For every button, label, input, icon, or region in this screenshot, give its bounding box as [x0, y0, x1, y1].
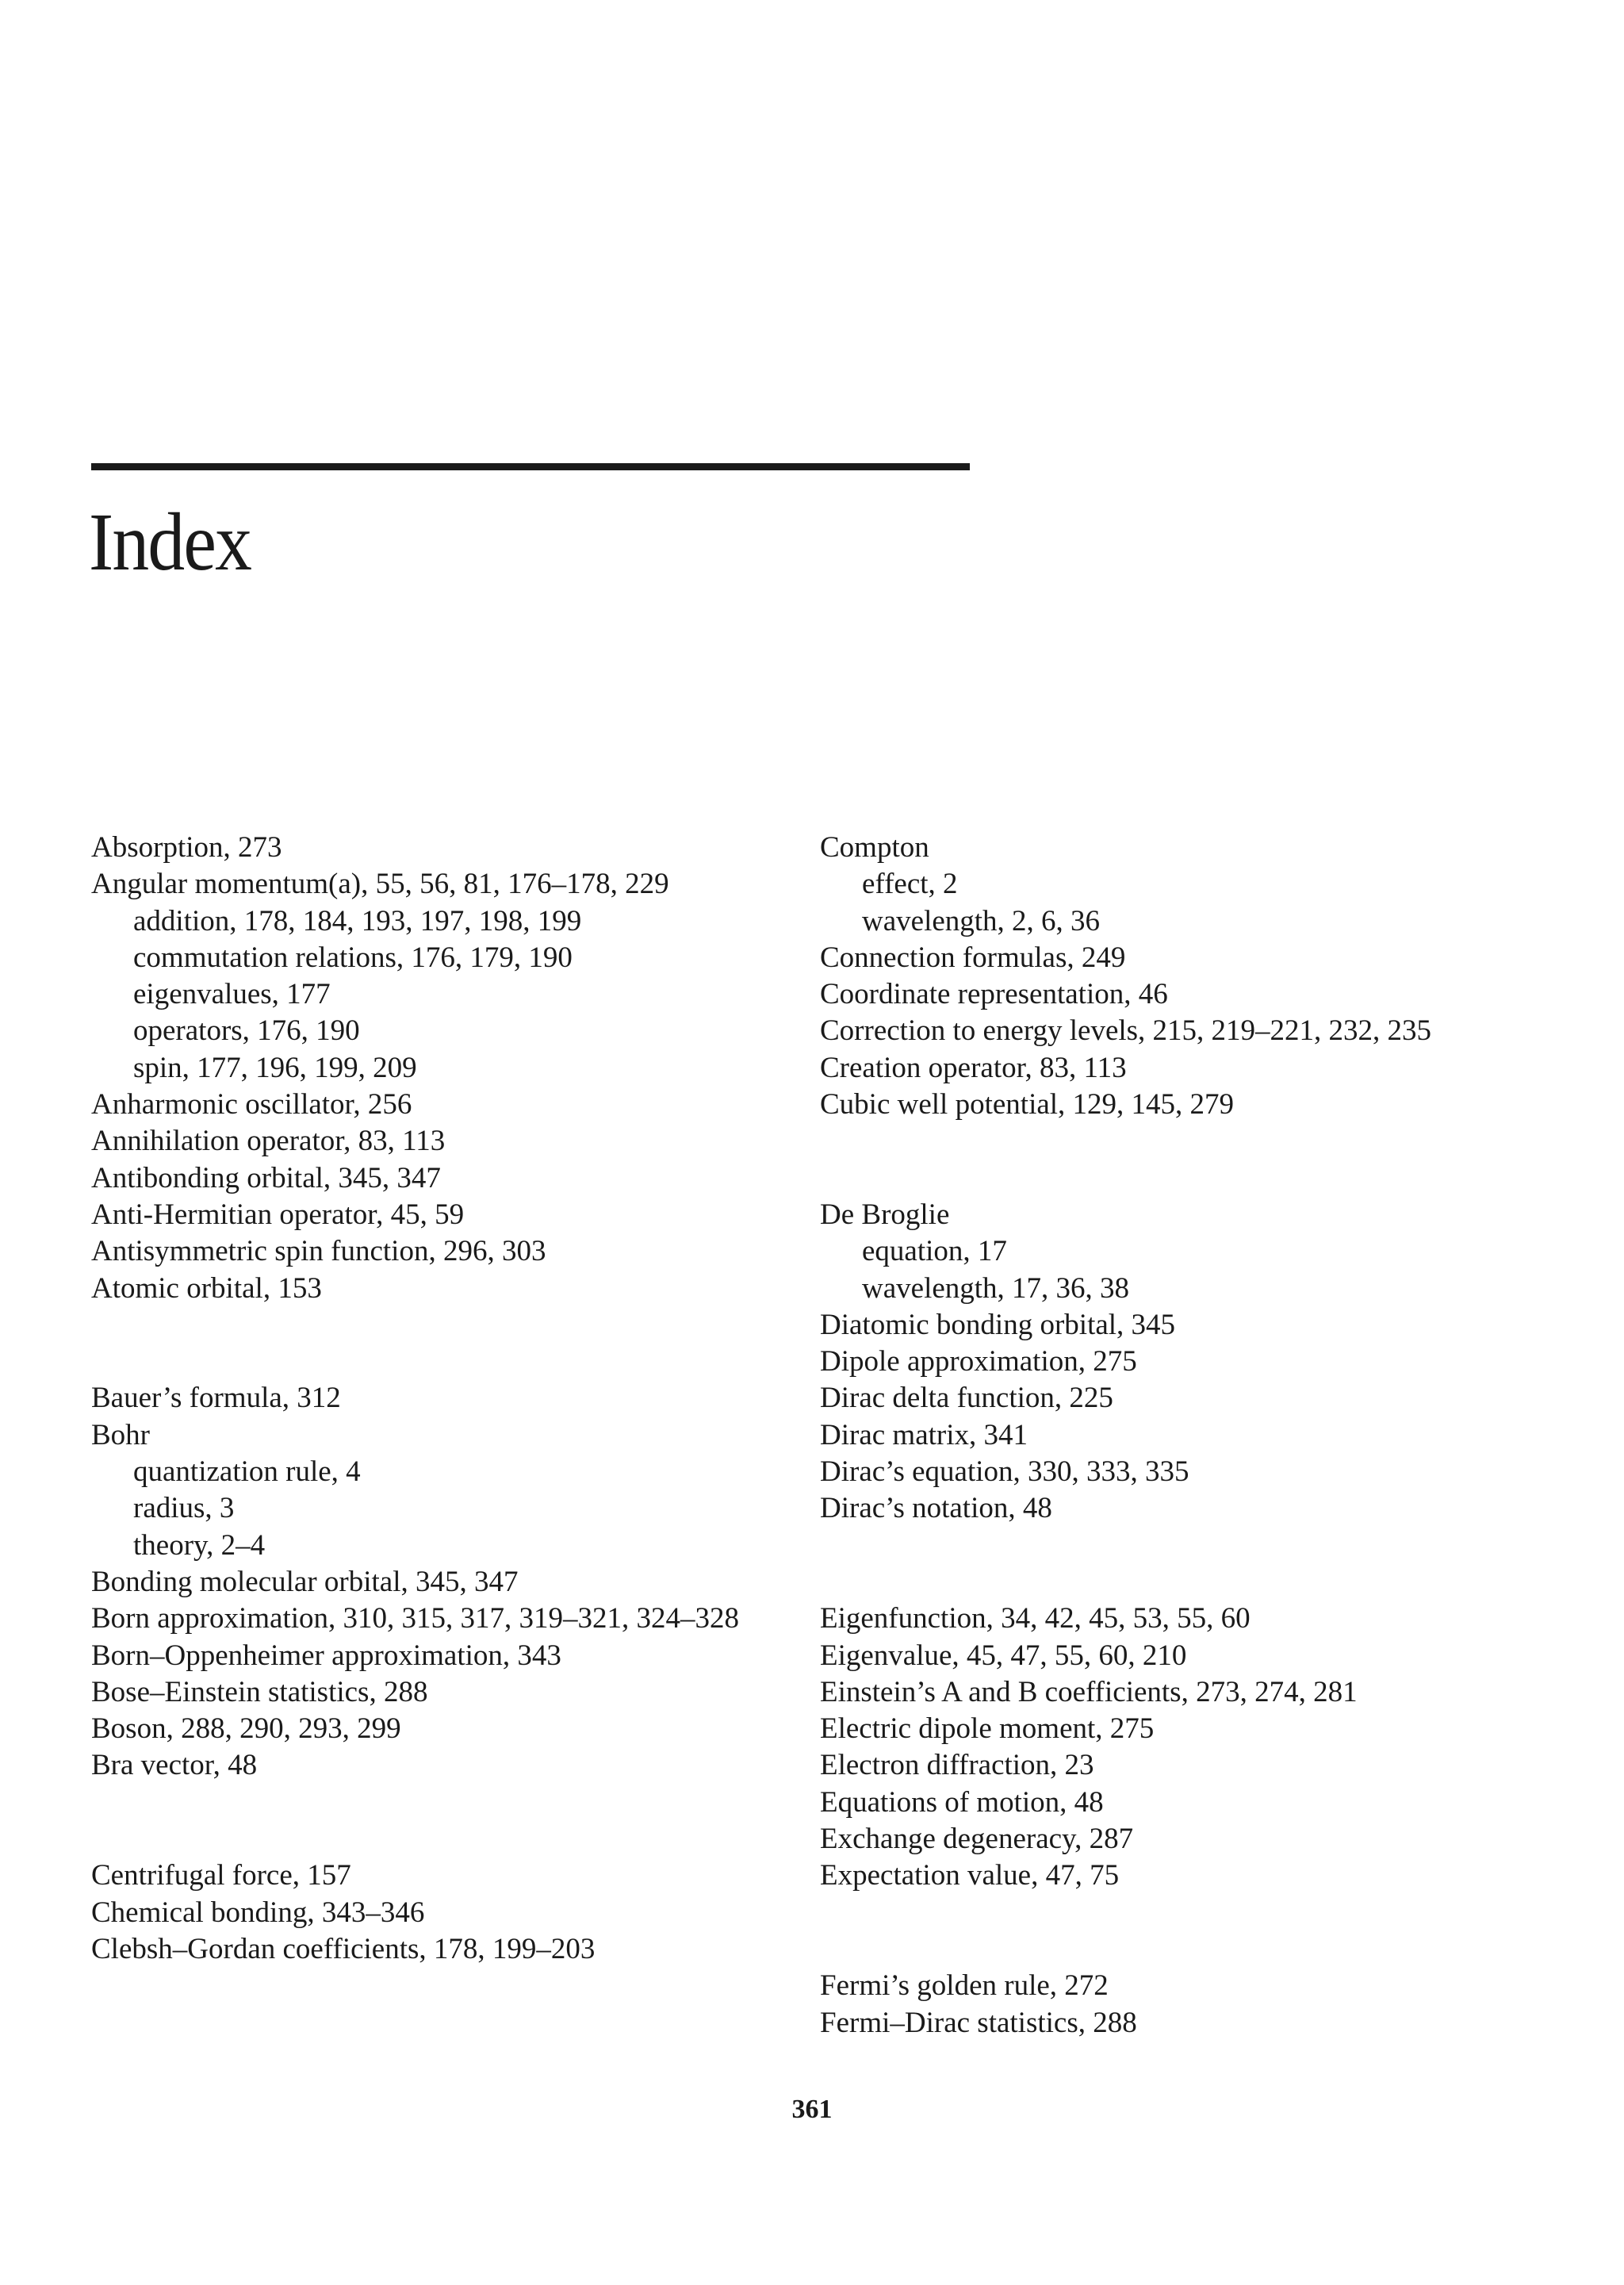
index-entry: Dirac delta function, 225 [820, 1382, 1113, 1415]
index-entry: Centrifugal force, 157 [91, 1859, 351, 1892]
index-entry: Equations of motion, 48 [820, 1785, 1104, 1819]
index-entry: Antibonding orbital, 345, 347 [91, 1161, 441, 1194]
letter-group-gap [820, 1931, 1534, 1968]
index-subentry: addition, 178, 184, 193, 197, 198, 199 [133, 904, 582, 937]
index-entry: Eigenvalue, 45, 47, 55, 60, 210 [820, 1639, 1187, 1672]
index-entry: Einstein’s A and B coefficients, 273, 274, 281 [820, 1675, 1358, 1708]
index-entry: Dirac’s equation, 330, 333, 335 [820, 1455, 1189, 1489]
index-entry: Dirac’s notation, 48 [820, 1492, 1052, 1525]
index-subentry: commutation relations, 176, 179, 190 [133, 941, 573, 974]
index-letter-group [820, 1968, 1534, 2042]
index-letter-group [820, 1197, 1534, 1528]
index-entry: Cubic well potential, 129, 145, 279 [820, 1088, 1235, 1121]
index-entry: Connection formulas, 249 [820, 941, 1126, 974]
page-number: 361 [791, 2095, 833, 2124]
index-entry: Expectation value, 47, 75 [820, 1859, 1120, 1892]
index-entry: Anharmonic oscillator, 256 [91, 1088, 412, 1121]
index-subentry: wavelength, 17, 36, 38 [862, 1271, 1130, 1305]
page-title: Index [89, 496, 251, 588]
letter-group-gap [820, 1564, 1534, 1601]
index-entry: Eigenfunction, 34, 42, 45, 53, 55, 60 [820, 1602, 1251, 1635]
index-entry: Bonding molecular orbital, 345, 347 [91, 1565, 519, 1598]
index-entry: Annihilation operator, 83, 113 [91, 1125, 446, 1158]
index-entry: De Broglie [820, 1198, 950, 1231]
index-letter-group [91, 1858, 781, 1968]
index-entry: Atomic orbital, 153 [91, 1271, 322, 1305]
index-entry: Diatomic bonding orbital, 345 [820, 1308, 1176, 1341]
index-entry: Bose–Einstein statistics, 288 [91, 1675, 428, 1708]
index-subentry: operators, 176, 190 [133, 1014, 360, 1048]
letter-group-gap [91, 1821, 781, 1858]
index-entry: Dipole approximation, 275 [820, 1345, 1137, 1378]
letter-group-gap [820, 1160, 1534, 1197]
letter-group-gap [820, 1123, 1534, 1160]
index-entry: Chemical bonding, 343–346 [91, 1896, 425, 1929]
index-subentry: spin, 177, 196, 199, 209 [133, 1051, 417, 1084]
index-entry: Electron diffraction, 23 [820, 1749, 1094, 1782]
index-letter-group [820, 1601, 1534, 1894]
index-letter-group [820, 830, 1534, 1123]
index-entry: Compton [820, 831, 929, 864]
index-entry: Bra vector, 48 [91, 1749, 258, 1782]
index-entry: Born approximation, 310, 315, 317, 319–321, 324–328 [91, 1602, 740, 1635]
index-subentry: equation, 17 [862, 1235, 1007, 1268]
index-entry: Dirac matrix, 341 [820, 1418, 1028, 1451]
index-entry: Fermi’s golden rule, 272 [820, 1969, 1109, 2003]
index-subentry: effect, 2 [862, 868, 958, 901]
title-rule [91, 463, 970, 470]
letter-group-gap [91, 1307, 781, 1344]
index-entry: Bohr [91, 1418, 150, 1451]
letter-group-gap [91, 1344, 781, 1380]
index-subentry: theory, 2–4 [133, 1528, 266, 1562]
index-column-right [820, 830, 1534, 2042]
index-entry: Antisymmetric spin function, 296, 303 [91, 1235, 546, 1268]
index-entry: Fermi–Dirac statistics, 288 [820, 2006, 1137, 2039]
index-entry: Bauer’s formula, 312 [91, 1382, 341, 1415]
index-subentry: quantization rule, 4 [133, 1455, 361, 1489]
index-letter-group [91, 830, 781, 1307]
letter-group-gap [91, 1785, 781, 1821]
letter-group-gap [820, 1895, 1534, 1931]
letter-group-gap [820, 1528, 1534, 1564]
index-entry: Clebsh–Gordan coefficients, 178, 199–203 [91, 1932, 596, 1965]
index-entry: Creation operator, 83, 113 [820, 1051, 1127, 1084]
index-entry: Absorption, 273 [91, 831, 282, 864]
index-entry: Correction to energy levels, 215, 219–221, 232, 235 [820, 1014, 1432, 1048]
index-entry: Coordinate representation, 46 [820, 978, 1168, 1011]
index-entry: Born–Oppenheimer approximation, 343 [91, 1639, 561, 1672]
index-entry: Electric dipole moment, 275 [820, 1712, 1155, 1746]
index-entry: Anti-Hermitian operator, 45, 59 [91, 1198, 465, 1231]
index-entry: Angular momentum(a), 55, 56, 81, 176–178, 229 [91, 868, 669, 901]
index-subentry: eigenvalues, 177 [133, 978, 331, 1011]
index-letter-group [91, 1380, 781, 1784]
index-subentry: wavelength, 2, 6, 36 [862, 904, 1101, 937]
index-column-left [91, 830, 781, 1968]
index-entry: Exchange degeneracy, 287 [820, 1823, 1134, 1856]
index-entry: Boson, 288, 290, 293, 299 [91, 1712, 401, 1746]
index-subentry: radius, 3 [133, 1492, 235, 1525]
